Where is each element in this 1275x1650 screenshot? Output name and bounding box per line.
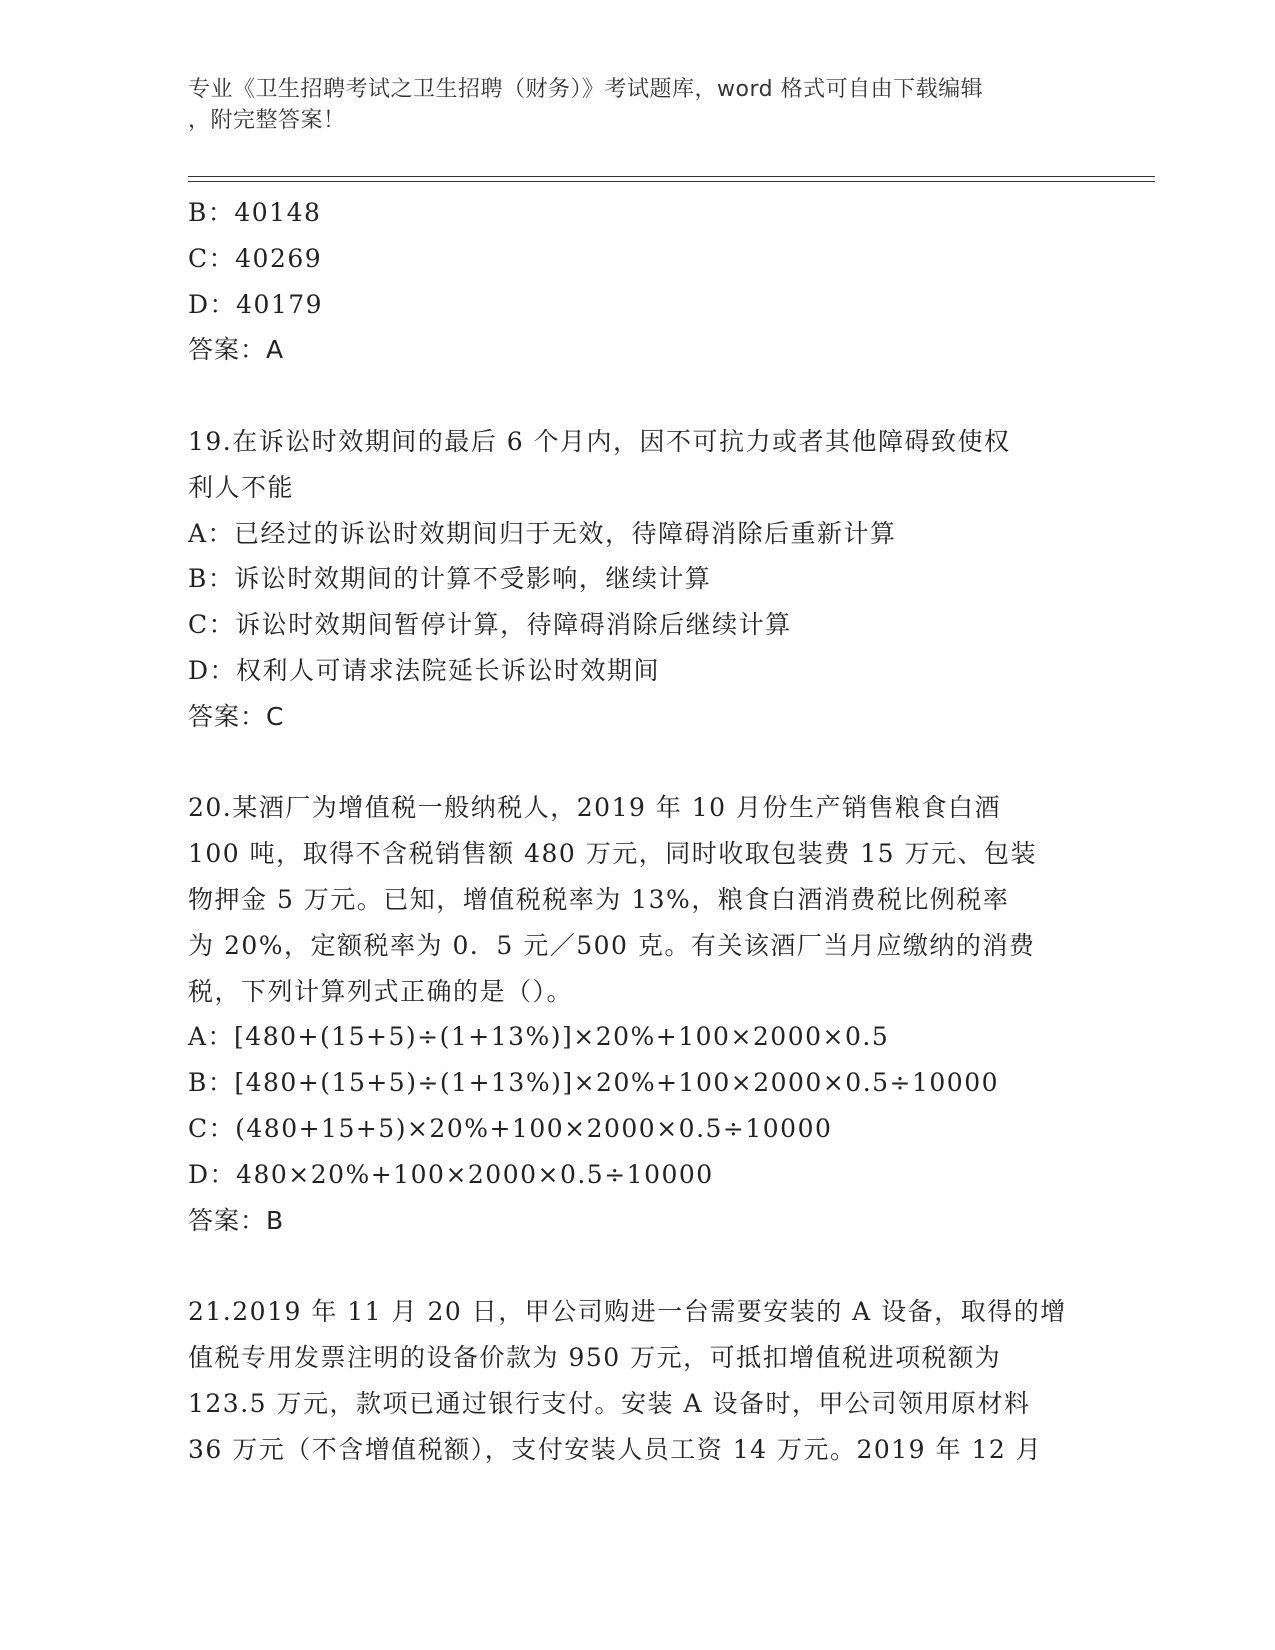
question-stem: 21.2019 年 11 月 20 日，甲公司购进一台需要安装的 A 设备，取得的增 xyxy=(188,1297,1067,1327)
question-stem: 为 20%，定额税率为 0．5 元／500 克。有关该酒厂当月应缴纳的消费 xyxy=(188,930,1036,960)
question-stem: 值税专用发票注明的设备价款为 950 万元，可抵扣增值税进项税额为 xyxy=(188,1342,1002,1372)
option-b: B：[480+(15+5)÷(1+13%)]×20%+100×2000×0.5÷10000 xyxy=(188,1068,1000,1098)
question-stem: 利人不能 xyxy=(188,472,295,502)
document-header xyxy=(188,74,1088,136)
header-line-1: 专业《卫生招聘考试之卫生招聘（财务）》考试题库，word 格式可自由下载编辑 xyxy=(188,77,984,102)
answer: 答案：B xyxy=(188,1205,285,1235)
option-c: C：(480+15+5)×20%+100×2000×0.5÷10000 xyxy=(188,1113,833,1143)
option-c: C：诉讼时效期间暂停计算，待障碍消除后继续计算 xyxy=(188,610,792,640)
question-21 xyxy=(188,1289,1088,1472)
option-c: C：40269 xyxy=(188,243,323,273)
option-b: B：诉讼时效期间的计算不受影响，继续计算 xyxy=(188,564,712,594)
question-list xyxy=(188,190,1088,1472)
header-divider-top xyxy=(188,176,1155,177)
previous-question-tail xyxy=(188,190,1088,373)
answer: 答案：C xyxy=(188,701,285,731)
question-stem: 100 吨，取得不含税销售额 480 万元，同时收取包装费 15 万元、包装 xyxy=(188,839,1037,869)
question-stem: 123.5 万元，款项已通过银行支付。安装 A 设备时，甲公司领用原材料 xyxy=(188,1388,1031,1418)
question-stem: 36 万元（不含增值税额），支付安装人员工资 14 万元。2019 年 12 月 xyxy=(188,1434,1043,1464)
question-stem: 税，下列计算列式正确的是（）。 xyxy=(188,976,574,1006)
question-stem: 物押金 5 万元。已知，增值税税率为 13%，粮食白酒消费税比例税率 xyxy=(188,884,1010,914)
question-stem: 20.某酒厂为增值税一般纳税人，2019 年 10 月份生产销售粮食白酒 xyxy=(188,793,1002,823)
header-divider-bottom xyxy=(188,181,1155,182)
option-a: A：[480+(15+5)÷(1+13%)]×20%+100×2000×0.5 xyxy=(188,1022,890,1052)
question-20 xyxy=(188,785,1088,1243)
option-d: D：权利人可请求法院延长诉讼时效期间 xyxy=(188,655,661,685)
option-a: A：已经过的诉讼时效期间归于无效，待障碍消除后重新计算 xyxy=(188,518,897,548)
answer: 答案：A xyxy=(188,335,285,365)
question-stem: 19.在诉讼时效期间的最后 6 个月内，因不可抗力或者其他障碍致使权 xyxy=(188,426,1011,456)
option-d: D：40179 xyxy=(188,289,324,319)
option-b: B：40148 xyxy=(188,198,322,227)
option-d: D：480×20%+100×2000×0.5÷10000 xyxy=(188,1159,714,1189)
header-line-2: ，附完整答案！ xyxy=(188,108,346,133)
question-19 xyxy=(188,419,1088,740)
